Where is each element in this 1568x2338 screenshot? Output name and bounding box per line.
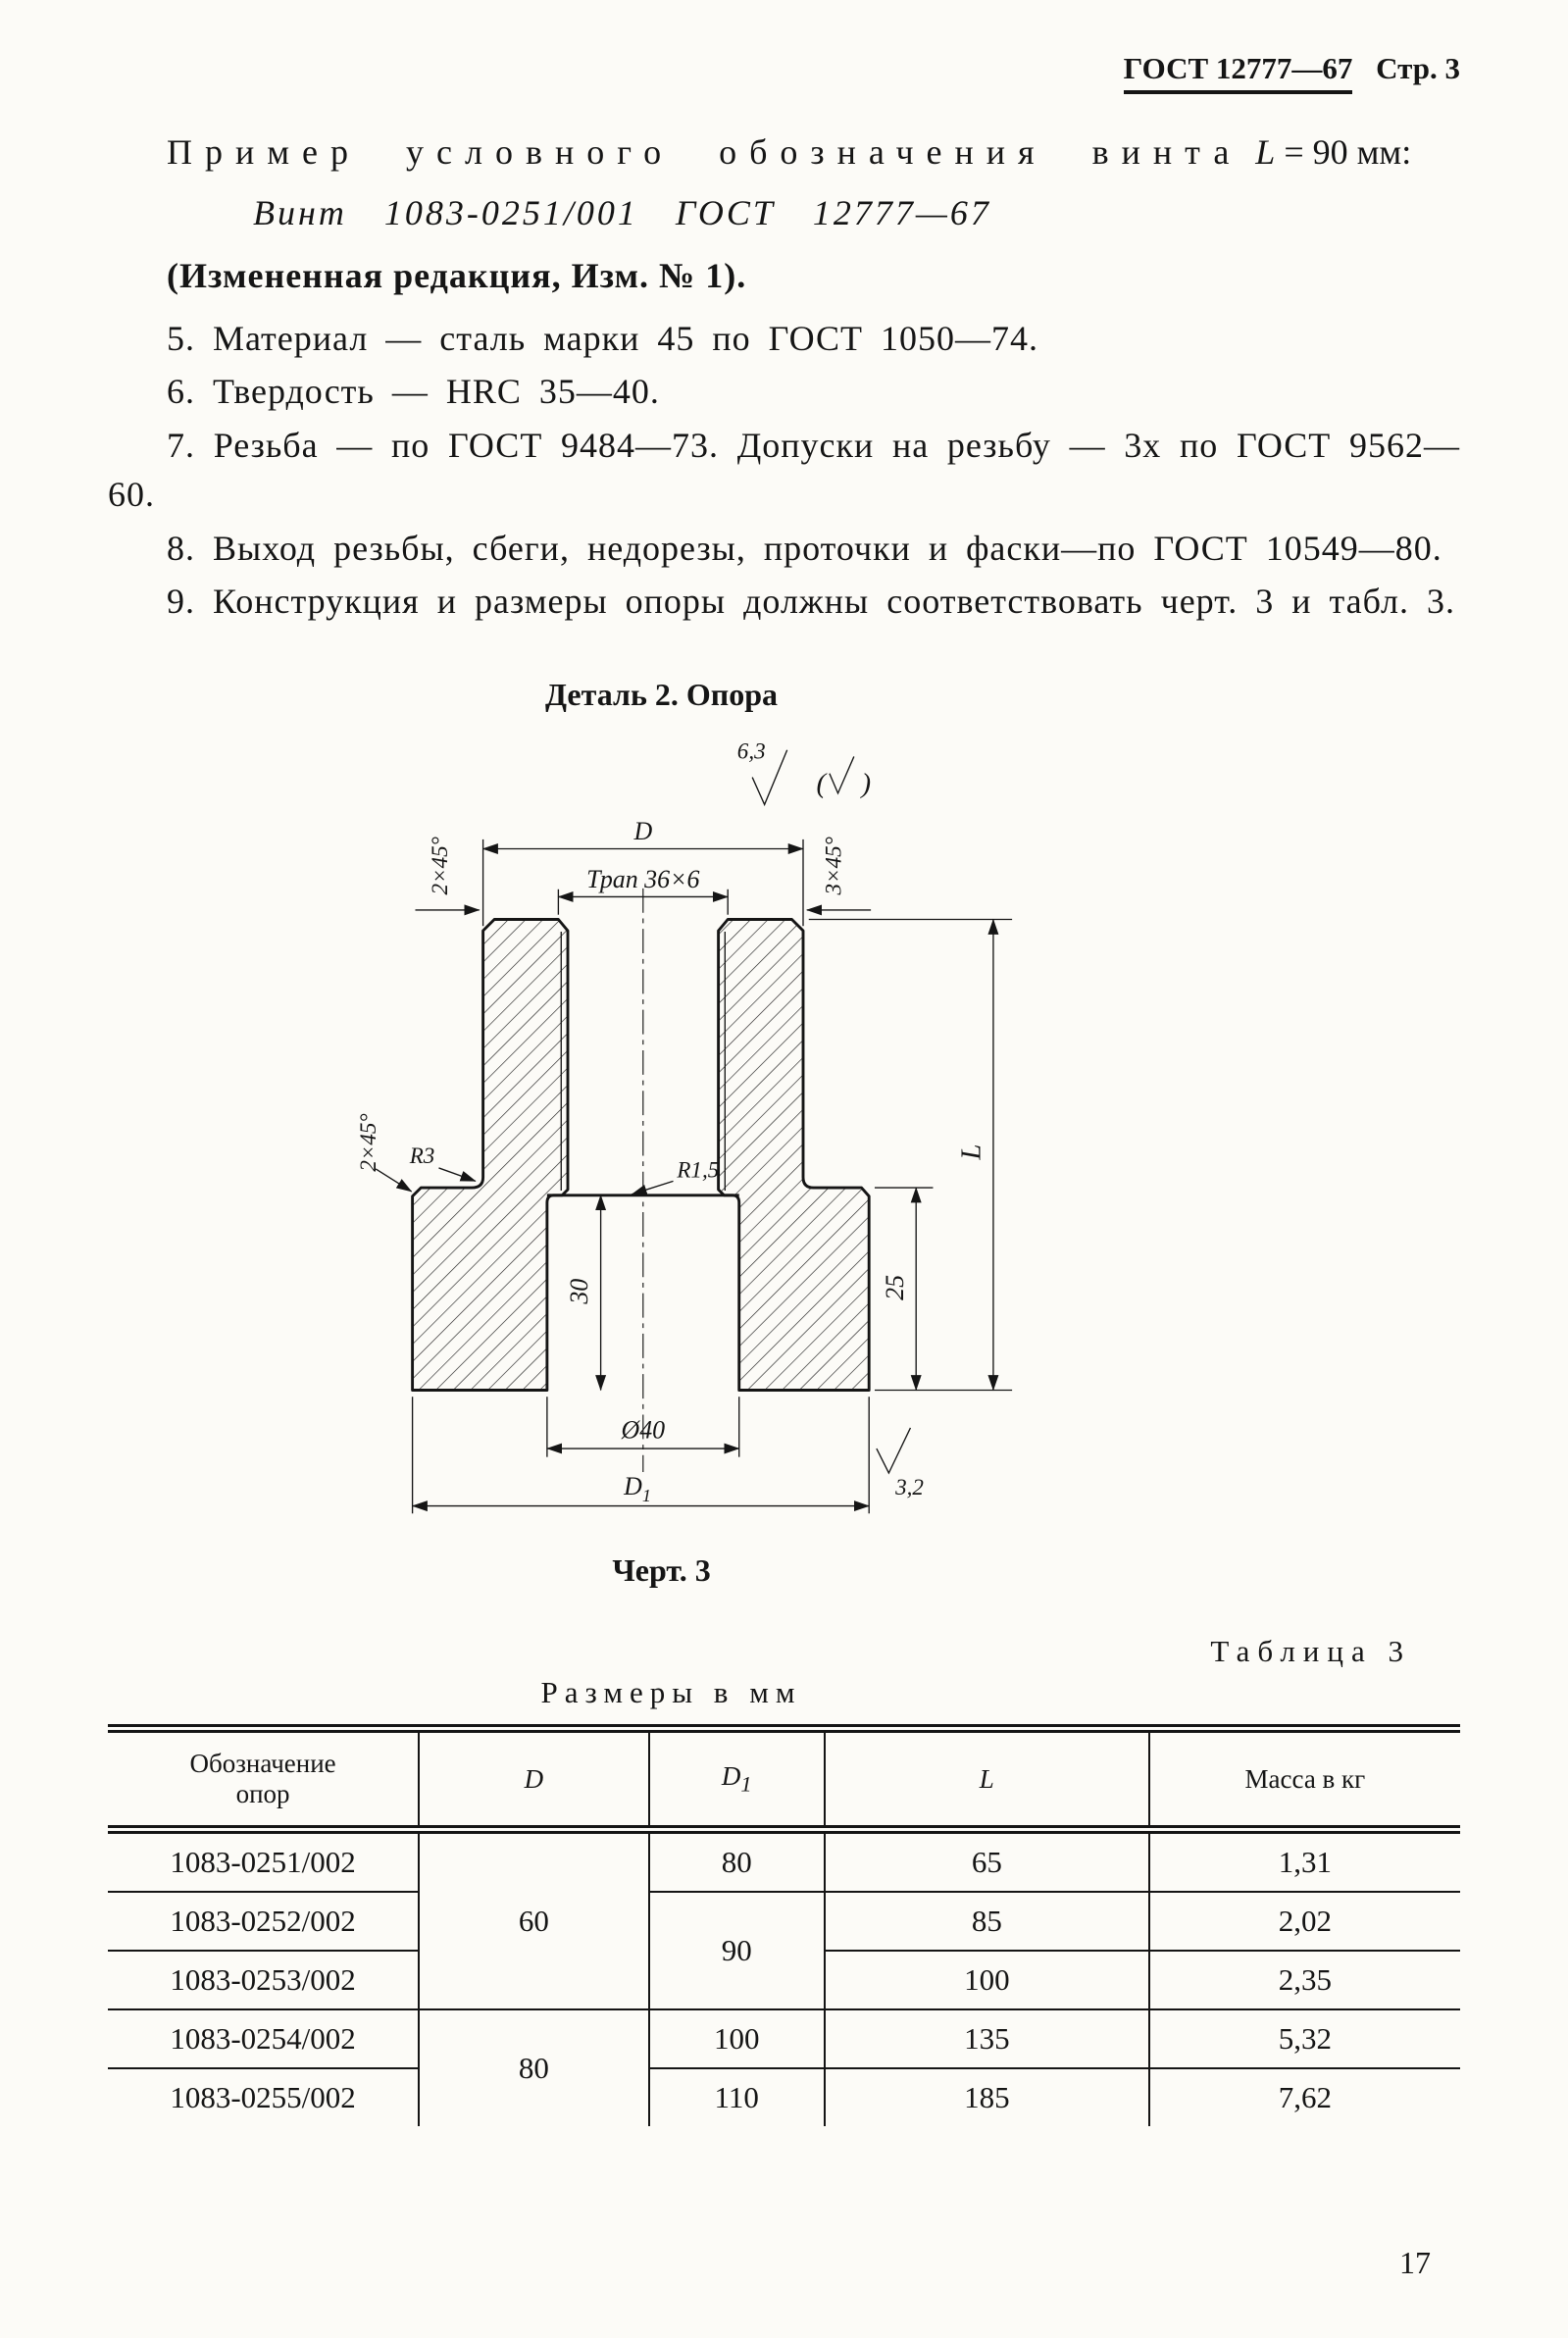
cell-l: 185 [825, 2068, 1149, 2126]
dimension-r15 [632, 1157, 719, 1194]
roughness-bottom-value: 3,2 [894, 1474, 924, 1500]
col-header-mass: Масса в кг [1149, 1729, 1460, 1830]
table-label: Таблица 3 [1210, 1634, 1411, 1669]
cell-l: 100 [825, 1951, 1149, 2009]
d1-label-base: D [623, 1472, 642, 1501]
table-row-1 [108, 1830, 1460, 1893]
r15-label: R1,5 [676, 1156, 719, 1183]
dimension-depth-30 [565, 1195, 600, 1391]
length-l-label: L [954, 1144, 986, 1160]
cell-designation: 1083-0252/002 [108, 1892, 419, 1951]
part-section [412, 920, 869, 1391]
col-header-d: D [419, 1729, 648, 1830]
roughness-bottom-check-icon [876, 1428, 910, 1473]
paren-open: ( [815, 768, 826, 800]
cell-mass: 5,32 [1149, 2009, 1460, 2068]
cell-d1: 110 [649, 2068, 825, 2126]
cell-d1-90: 90 [649, 1892, 825, 2009]
roughness-mark-top [736, 738, 870, 805]
technical-drawing [108, 717, 1460, 1550]
drawing-caption: Черт. 3 [612, 1552, 711, 1589]
document-body [108, 131, 1460, 2126]
dimension-chamfer-top-right [806, 837, 870, 910]
cell-designation: 1083-0251/002 [108, 1830, 419, 1893]
cell-mass: 1,31 [1149, 1830, 1460, 1893]
section-left-wall [412, 920, 567, 1391]
cell-l: 85 [825, 1892, 1149, 1951]
col-header-l: L [825, 1729, 1149, 1830]
equation-tail: = 90 мм: [1284, 132, 1412, 172]
r3-label: R3 [409, 1143, 434, 1169]
support-section-drawing [191, 717, 1133, 1546]
height-25-label: 25 [880, 1275, 909, 1301]
d1-label [623, 1472, 651, 1505]
cell-designation: 1083-0253/002 [108, 1951, 419, 2009]
spec-item-7: 7. Резьба — по ГОСТ 9484—73. Допуски на резьбу — 3х по ГОСТ 9562—60. [108, 425, 1460, 515]
spec-item-8: 8. Выход резьбы, сбеги, недорезы, проточки и фаски—по ГОСТ 10549—80. [167, 528, 1442, 568]
spec-item-6: 6. Твердость — HRC 35—40. [167, 372, 660, 412]
spec-item-5: 5. Материал — сталь марки 45 по ГОСТ 1050—74. [167, 319, 1039, 358]
cell-mass: 2,35 [1149, 1951, 1460, 2009]
cell-d-80: 80 [419, 2009, 648, 2126]
table-row-2 [108, 1892, 1460, 1951]
col-header-d1-base: D [721, 1761, 741, 1792]
dimension-height-25 [874, 1188, 933, 1390]
example-equation [1255, 132, 1411, 172]
dimension-d1 [412, 1398, 869, 1514]
example-spaced-text: Пример условного обозначения винта [167, 132, 1242, 172]
table-body [108, 1830, 1460, 2127]
chamfer-top-left-label: 2×45° [426, 837, 452, 895]
roughness-mark-bottom [876, 1428, 923, 1499]
cell-d1: 100 [649, 2009, 825, 2068]
dimension-chamfer-top-left [415, 837, 479, 910]
bore-40-label: Ø40 [620, 1415, 665, 1445]
d1-label-sub: 1 [641, 1486, 651, 1506]
document-header [108, 51, 1460, 86]
cell-d1: 80 [649, 1830, 825, 1893]
table-units: Размеры в мм [540, 1675, 802, 1710]
col-header-designation-line2: опор [235, 1779, 290, 1809]
chamfer-top-right-label: 3×45° [819, 837, 845, 895]
cell-l: 65 [825, 1830, 1149, 1893]
chamfer-flange-label: 2×45° [354, 1113, 380, 1173]
page-label: Стр. 3 [1376, 51, 1460, 85]
spec-item-9: 9. Конструкция и размеры опоры должны соответствовать черт. 3 и табл. 3. [167, 581, 1456, 621]
amendment-note: (Измененная редакция, Изм. № 1). [167, 256, 747, 295]
dimension-chamfer-flange [355, 1114, 411, 1193]
standard-number: ГОСТ 12777—67 [1124, 51, 1353, 94]
length-variable: L [1255, 132, 1276, 172]
roughness-paren-check-icon [829, 757, 853, 793]
col-header-d1 [649, 1729, 825, 1830]
cell-designation: 1083-0255/002 [170, 2080, 356, 2115]
section-right-wall [718, 920, 869, 1391]
cell-d-60: 60 [419, 1830, 648, 2010]
dim-d-label: D [632, 817, 652, 846]
col-header-d1-sub: 1 [740, 1771, 752, 1797]
page-number: 17 [1399, 2245, 1431, 2280]
cell-mass: 7,62 [1149, 2068, 1460, 2126]
designation-line: Винт 1083-0251/001 ГОСТ 12777—67 [253, 193, 991, 232]
cell-designation: 1083-0254/002 [108, 2009, 419, 2068]
dimensions-table [108, 1724, 1460, 2126]
dimension-r3 [408, 1143, 475, 1181]
col-header-designation-line1: Обозначение [189, 1749, 336, 1779]
drawing-title: Деталь 2. Опора [545, 677, 778, 713]
col-header-designation [108, 1729, 419, 1830]
depth-30-label: 30 [564, 1279, 593, 1304]
example-line [108, 131, 1460, 173]
cell-mass: 2,02 [1149, 1892, 1460, 1951]
table-row-4 [108, 2009, 1460, 2068]
paren-close: ) [861, 768, 871, 800]
table-row-5 [108, 2068, 1460, 2126]
thread-label: Трап 36×6 [585, 865, 700, 894]
cell-l: 135 [825, 2009, 1149, 2068]
table-header [108, 1729, 1460, 1830]
roughness-top-value: 6,3 [736, 737, 766, 764]
